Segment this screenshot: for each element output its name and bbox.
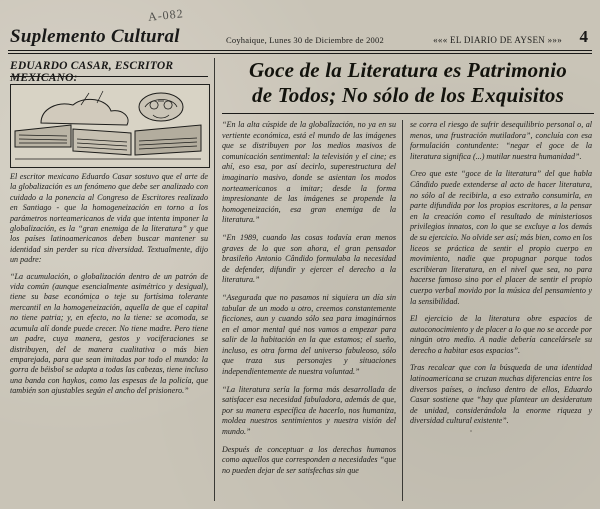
margin-handwritten-note: A-082 (147, 6, 185, 24)
paragraph: “Asegurada que no pasamos ni siquiera un día sin tabular de un modo u otro, creemos constantemente ficciones, aun y cuando sólo sea para imaginárnos en el amor mental qué nos vamos a empezar para salir de la habitación en la que estamos; el sueño, incluso, es otra forma del universo fabuleoso, sólo que traza sus personajes y situaciones independientemente de nuestra voluntad.” (222, 292, 396, 377)
column-divider-right (402, 120, 403, 501)
middle-column (222, 120, 396, 483)
headline-line-1: Goce de la Literatura es Patrimonio (249, 58, 567, 82)
headline-rule (222, 113, 594, 114)
dateline: Coyhaique, Lunes 30 de Diciembre de 2002 (226, 35, 384, 45)
paragraph: Después de conceptuar a los derechos humanos como aquellos que corresponden a necesidades “que no pueden dejar de ser satisfechas sin que (222, 444, 396, 475)
paragraph: El escritor mexicano Eduardo Casar sostuvo que el arte de la globalización es un fenómeno que debe ser analizado con cuidado a la ponencia al Congreso de Escritores realizado en Santiago - que la homogeneización en torno a los parámetros norteamericanos de vida que intenta imponer la globalización, es la “gran enemiga de la literatura” y que los países latinoamericanos deben buscar mantener su identidad sin perder su rica diversidad. Textualmente, dijo un padre: (10, 172, 208, 265)
left-column (10, 172, 208, 403)
headline-line-2: de Todos; No sólo de los Exquisitos (252, 83, 564, 107)
paper-speck (90, 300, 92, 302)
masthead-rule (8, 50, 592, 51)
books-and-reader-icon (11, 85, 207, 165)
paragraph: Creo que este “goce de la literatura” del que habla Cândido puede extenderse al acto de hacer literatura, no sólo al de recibirla, a eso extraño consumirla, en parte difundida por los propios escritores, a la pensar en la creación como el resultado de ministeriosos privilegios innatos, con lo que se excluye a los demás de su ejercicio. No olvide ser así; más bien, como en los liceos se práctica de sentir el propio cuerpo en movimiento, nadie que propugnar porque todos escribieran literatura, en el nivel que sea, no para hacerse famoso sino por el placer de sentir el propio cuerpo verbal movido por la música del pensamiento y la sensibilidad. (410, 169, 592, 306)
article-illustration (10, 84, 210, 168)
paragraph: se corra el riesgo de sufrir desequilibrio personal o, al menos, una frustración mutiladora”, concluía con esa formulación contundente: “negar el goce de la literatura significa (...) mutilar nuestra humanidad”. (410, 120, 592, 161)
paragraph: “La literatura sería la forma más desarrollada de satisfacer esa necesidad fabuladora, además de que, por su manera específica de hacerlo, nos humaniza, moldea nuestros sentimientos y nuestra visión del mundo.” (222, 384, 396, 437)
masthead (8, 26, 592, 56)
paragraph: “En 1989, cuando las cosas todavía eran menos graves de lo que son ahora, el gran pensador brasileño Antonio Cândido formulaba la necesidad de defender, difundir y ejercer el derecho a la literatura.” (222, 232, 396, 285)
article-kicker: EDUARDO CASAR, ESCRITOR MEXICANO: (10, 60, 174, 84)
masthead-rule-secondary (8, 53, 592, 54)
paragraph: “La acumulación, o globalización dentro de un patrón de vida común (aunque esencialmente asimétrico y desigual), tiene su base económica o teje su fortísima tolerante mercantil en la homogeneización, aquella de que el capital no tiene patria; y, en efecto, no la tiene: se acomoda, se acumula alí donde puede crecer. No tiene madre. Pero tiene un padre, cuya manera, gestos y vociferaciones se distribuyen, del de manera cualitativa o más bien emparejada, para que sean imitadas por todo el mundo: la gorra de béisbol se adapta a todas las cabezas, tiene incluso una banda con haykos, como las espesas de la policía, que también son ajustables según el ancho del prisionero.” (10, 271, 208, 396)
kicker-underline (10, 76, 208, 77)
paper-speck (470, 430, 472, 432)
paragraph: “En la alta cúspide de la globalización, no ya en su vertiente económica, está el mundo de las imágenes que se distribuyen por los medios masivos de comunicación sentimental: la televisión y el cine; es ahí, eso esa, por así decirlo, superestructura del imaginario masivo, donde se asientan los modos norteamericanos a imitar; desde la forma impresionante de las imágenes se propende la homogeneización, esa gran enemiga de la literatura.” (222, 120, 396, 225)
paper-name: ««« EL DIARIO DE AYSEN »»» (433, 35, 562, 45)
paragraph: El ejercicio de la literatura obre espacios de autoconocimiento y de placer a lo que no se accede por ningún otro medio. A nadie debería cancelársele su derecho a habitar esos espacios”. (410, 314, 592, 355)
paragraph: Tras recalcar que con la búsqueda de una identidad latinoamericana se cruzan muchas diferencias entre los diversos países, o incluso dentro de ellos, Eduardo Casar sostiene que “hay que plantear un desideratum de unidad, considerándola la enorme riqueza y diversidad cultural existente”. (410, 363, 592, 426)
paper-speck (330, 120, 332, 122)
right-column (410, 120, 592, 434)
page-title (222, 58, 594, 108)
column-divider-left (214, 58, 215, 501)
page-number: 4 (579, 27, 588, 46)
supplement-title: Suplemento Cultural (10, 26, 180, 47)
